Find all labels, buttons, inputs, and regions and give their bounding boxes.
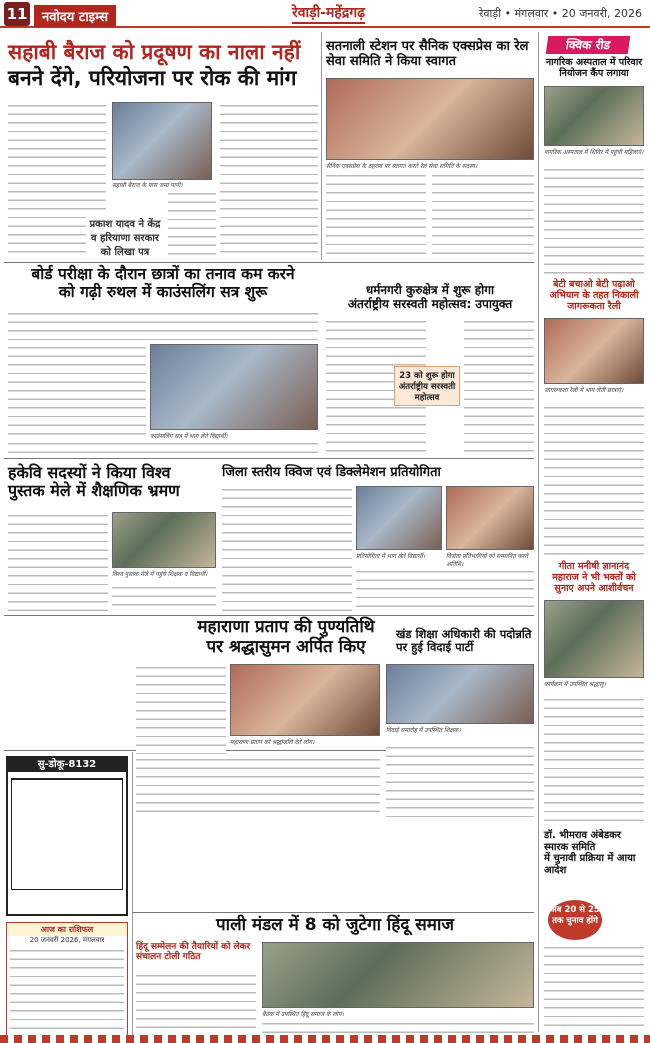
board-body-bottom [8, 440, 318, 456]
geeta-caption: कार्यक्रम में उपस्थित श्रद्धालु। [544, 681, 606, 688]
bookfair-caption: विश्व पुस्तक मेले में पहुंचे शिक्षक व विद्यार्थी। [112, 571, 208, 578]
quiz-body-col1 [222, 486, 352, 612]
page-footer-strip [0, 1035, 650, 1043]
section-rule [132, 912, 534, 913]
section-rule [4, 615, 534, 616]
ambedkar-headline: डॉ. भीमराव अंबेडकर स्मारक समिति में चुनावी प्रक्रिया में आया आदेश [544, 830, 636, 876]
maharana-headline: महाराणा प्रताप की पुण्यतिथि पर श्रद्धासुमन अर्पित किए [197, 617, 375, 657]
beti-photo [544, 318, 644, 384]
pali-subheadline: हिंदू सम्मेलन की तैयारियों को लेकर संचालन टोली गठित [136, 942, 251, 963]
satnali-headline: सतनाली स्टेशन पर सैनिक एक्सप्रेस का रेल सेवा समिति ने किया स्वागत [326, 39, 529, 69]
horoscope-date: 20 जनवरी 2026, मंगलवार [29, 936, 105, 944]
gita-headline: धर्मनगरी कुरुक्षेत्र में शुरू होगा अंतर्राष्ट्रीय सरस्वती महोत्सव: उपायुक्त [347, 283, 513, 311]
ambedkar-body [544, 944, 644, 1032]
sudoku-title: सु-डोकू-8132 [8, 758, 126, 772]
quiz-caption-1: प्रतियोगिता में भाग लेते विद्यार्थी। [356, 553, 426, 560]
geeta-photo [544, 600, 644, 678]
sudoku-box [6, 756, 128, 916]
lead-headline: सहाबी बैराज को प्रदूषण का नाला नहीं बनने देंगे, परियोजना पर रोक की मांग [8, 40, 301, 91]
gita-body-col2 [464, 318, 534, 456]
horoscope-title: आज का राशिफल [7, 923, 127, 936]
quick-read-headline: नागरिक अस्पताल में परिवार नियोजन कैंप लगाया [545, 57, 643, 79]
lead-photo [112, 102, 212, 180]
khand-body [386, 744, 534, 822]
quick-read-label: क्विक रीड [546, 36, 631, 54]
beti-headline: बेटी बचाओ बेटी पढ़ाओ अभियान के तहत निकाली जागरूकता रैली [549, 279, 639, 312]
bookfair-body-col2 [112, 584, 216, 612]
lead-photo-caption: सहाबी बैराज के पास जमा पानी। [112, 182, 183, 189]
bookfair-headline: हकेवि सदस्यों ने किया विश्व पुस्तक मेले में शैक्षणिक भ्रमण [8, 463, 180, 501]
pali-body-col2 [262, 1020, 534, 1034]
khand-photo [386, 664, 534, 724]
khand-caption: विदाई समारोह में उपस्थित शिक्षक। [386, 727, 461, 734]
issue-date: रेवाड़ी • मंगलवार • 20 जनवरी, 2026 [478, 7, 642, 20]
pali-photo [262, 942, 534, 1008]
horoscope-box [6, 922, 128, 1039]
lead-body-col2 [168, 190, 216, 258]
sudoku-grid [11, 778, 123, 890]
gita-badge: 23 को शुरू होगा अंतर्राष्ट्रीय सरस्वती महोत्सव [394, 366, 460, 406]
quick-read-photo [544, 86, 644, 146]
board-headline: बोर्ड परीक्षा के दौरान छात्रों का तनाव कम करने को गढ़ी रुथल में काउंसलिंग सत्र शुरू [31, 265, 295, 301]
pali-headline: पाली मंडल में 8 को जुटेगा हिंदू समाज [216, 915, 454, 935]
board-caption: काउंसलिंग सत्र में भाग लेते विद्यार्थी। [150, 433, 228, 440]
maharana-caption: महाराणा प्रताप को श्रद्धांजलि देते लोग। [230, 739, 315, 746]
quiz-headline: जिला स्तरीय क्विज एवं डिक्लेमेशन प्रतियोगिता [222, 465, 441, 480]
board-photo [150, 344, 318, 430]
geeta-body [544, 696, 644, 828]
quiz-caption-2: विजेता प्रतिभागियों को सम्मानित करते अतिथि। [446, 553, 529, 568]
section-rule [4, 458, 534, 459]
bookfair-photo [112, 512, 216, 568]
pali-body-col1 [136, 972, 256, 1032]
satnali-body-col2 [432, 172, 534, 258]
lead-body-col3 [220, 102, 318, 258]
lead-callout: प्रकाश यादव ने केंद्र व हरियाणा सरकार को लिखा पत्र [86, 216, 164, 258]
khand-headline: खंड शिक्षा अधिकारी की पदोन्नति पर हुई विदाई पार्टी [396, 627, 532, 655]
section-rule [4, 262, 534, 263]
board-body-left [8, 344, 146, 436]
pali-caption: बैठक में उपस्थित हिंदू समाज के लोग। [262, 1011, 344, 1018]
column-rule [321, 32, 322, 260]
satnali-photo-caption: सैनिक एक्सप्रेस के ठहराव पर स्वागत करते रेल सेवा समिति के सदस्य। [326, 163, 478, 170]
board-body-top [8, 310, 318, 340]
column-rule [538, 32, 539, 1032]
satnali-photo [326, 78, 534, 160]
brand-logo: नवोदय टाइम्स [34, 5, 116, 27]
quiz-photo-2 [446, 486, 534, 550]
ambedkar-badge: अब 20 से 25 तक चुनाव होंगे [548, 900, 602, 940]
horoscope-body [10, 947, 124, 1039]
section-title: रेवाड़ी-महेंद्रगढ़ [292, 3, 365, 24]
quiz-body-col2 [356, 568, 534, 612]
page-number: 11 [4, 2, 30, 26]
quick-read-caption: नागरिक अस्पताल में शिविर में पहुंची महिलाएं। [544, 149, 644, 156]
page-header [0, 0, 650, 28]
quick-read-body [544, 166, 644, 276]
maharana-photo [230, 664, 380, 736]
quiz-photo-1 [356, 486, 442, 550]
bookfair-body-col1 [8, 512, 108, 612]
satnali-body-col1 [326, 172, 426, 258]
maharana-body-col2 [136, 756, 380, 812]
beti-caption: जागरूकता रैली में भाग लेती छात्राएं। [544, 387, 624, 394]
geeta-headline: गीता मनीषी ज्ञानानंद महाराज ने भी भक्तों को सुनाए अपने आशीर्वचन [552, 561, 636, 594]
column-rule [132, 752, 133, 1036]
beti-body [544, 404, 644, 558]
maharana-body-col1 [136, 664, 226, 754]
